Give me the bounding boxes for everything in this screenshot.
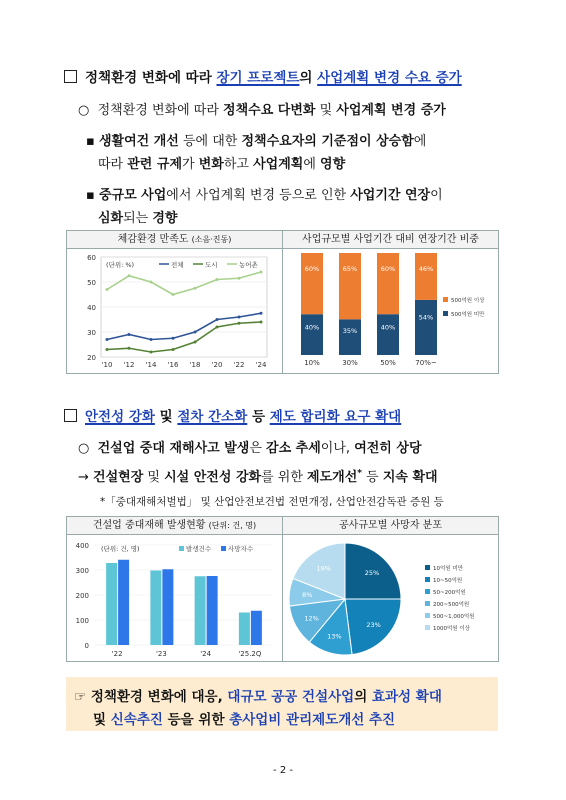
y-tick-label: 40 xyxy=(87,304,96,312)
x-tick-label: '12 xyxy=(123,361,135,369)
data-point xyxy=(106,338,109,341)
square-bullet-icon: ▪ xyxy=(86,188,95,203)
bar-발생건수 xyxy=(106,563,117,645)
figure1-left-title: 체감환경 만족도 (소음·진동) xyxy=(67,231,283,248)
data-point xyxy=(172,293,175,296)
x-tick-label: 10% xyxy=(304,359,320,367)
data-point xyxy=(216,318,219,321)
x-tick-label: '22 xyxy=(233,361,245,369)
x-tick-label: 30% xyxy=(342,359,358,367)
legend-swatch xyxy=(443,297,448,302)
bar-발생건수 xyxy=(150,571,161,646)
satisfaction-line-chart xyxy=(67,249,282,373)
figure2-panel xyxy=(66,516,499,662)
section2-circle-line: ○ 건설업 중대 재해사고 발생은 감소 추세이나, 여전히 상당 xyxy=(78,441,422,456)
circle-bullet-icon: ○ xyxy=(78,103,90,118)
bar-segment xyxy=(339,253,361,319)
y-tick-label: 400 xyxy=(75,542,89,550)
x-tick-label: '18 xyxy=(189,361,201,369)
bar-사망자수 xyxy=(251,611,262,645)
y-tick-label: 60 xyxy=(87,254,96,262)
slice-label: 23% xyxy=(366,621,381,630)
data-point xyxy=(150,281,153,284)
bar-사망자수 xyxy=(118,560,129,645)
x-tick-label: '16 xyxy=(167,361,179,369)
y-tick-label: 200 xyxy=(75,592,89,600)
square-bullet-icon: ▪ xyxy=(86,134,95,149)
section1-bullet1-line2: 따라 관련 규제가 변화하고 사업계획에 영향 xyxy=(98,157,346,172)
legend-swatch xyxy=(179,546,184,551)
bar-segment xyxy=(377,253,399,314)
bar-segment xyxy=(301,314,323,355)
bar-발생건수 xyxy=(239,613,250,646)
bar-사망자수 xyxy=(207,576,218,645)
data-point xyxy=(260,312,263,315)
data-label: 35% xyxy=(342,327,358,336)
data-label: 46% xyxy=(418,265,434,273)
fatality-pie-chart xyxy=(283,535,498,661)
y-tick-label: 0 xyxy=(84,642,89,650)
section1-heading: 정책환경 변화에 따라 장기 프로젝트의 사업계획 변경 수요 증가 xyxy=(64,66,462,86)
figure1-right-title: 사업규모별 사업기간 대비 연장기간 비중 xyxy=(283,231,498,248)
extension-stacked-bar-chart xyxy=(283,249,498,373)
legend-label: 500억원 미만 xyxy=(451,312,485,318)
section2-arrow-line: → 건설현장 및 시설 안전성 강화를 위한 제도개선* 등 지속 확대 xyxy=(78,468,438,485)
circle-bullet-icon: ○ xyxy=(78,441,90,456)
x-tick-label: '25.2Q xyxy=(238,650,262,658)
slice-label: 8% xyxy=(302,591,313,600)
data-label: 40% xyxy=(304,323,320,332)
slice-label: 19% xyxy=(316,564,331,573)
unit-label: (단위: 건, 명) xyxy=(101,545,140,553)
legend-swatch xyxy=(425,565,430,570)
legend-swatch xyxy=(443,311,448,316)
pointing-hand-icon: ☞ xyxy=(74,689,87,705)
legend-label: 500억원 이상 xyxy=(451,298,485,304)
slice-label: 12% xyxy=(304,614,319,623)
legend-swatch xyxy=(425,601,430,606)
x-tick-label: '10 xyxy=(101,361,113,369)
data-point xyxy=(172,348,175,351)
data-label: 54% xyxy=(418,313,434,322)
data-point xyxy=(194,331,197,334)
y-tick-label: 50 xyxy=(87,279,96,287)
slice-label: 25% xyxy=(364,569,380,578)
data-point xyxy=(128,347,131,350)
x-tick-label: '20 xyxy=(211,361,223,369)
data-point xyxy=(238,277,241,280)
data-point xyxy=(260,271,263,274)
bar-사망자수 xyxy=(162,569,173,645)
y-tick-label: 30 xyxy=(87,329,96,337)
bar-발생건수 xyxy=(195,576,206,645)
x-tick-label: '22 xyxy=(111,650,123,658)
x-tick-label: 50% xyxy=(380,359,396,367)
y-tick-label: 100 xyxy=(75,617,89,625)
x-tick-label: 70%~ xyxy=(415,359,437,367)
data-point xyxy=(260,321,263,324)
x-tick-label: '14 xyxy=(145,361,157,369)
y-tick-label: 300 xyxy=(75,567,89,575)
data-point xyxy=(216,278,219,281)
legend-label: 500~1,000억원 xyxy=(433,614,475,620)
figure2-left-title: 건설업 중대재해 발생현황 (단위: 건, 명) xyxy=(67,517,283,534)
callout-line2: 및 신속추진 등을 위한 총사업비 관리제도개선 추진 xyxy=(93,712,396,728)
bar-segment xyxy=(339,319,361,355)
legend-label: 전체 xyxy=(171,261,184,269)
y-tick-label: 20 xyxy=(87,354,96,362)
legend-label: 1000억원 이상 xyxy=(433,626,470,632)
data-label: 60% xyxy=(304,265,320,273)
legend-swatch xyxy=(221,546,226,551)
figure1-panel xyxy=(66,230,499,374)
data-point xyxy=(238,316,241,319)
data-label: 40% xyxy=(380,323,396,332)
data-label: 65% xyxy=(342,265,358,273)
bar-segment xyxy=(377,314,399,355)
data-point xyxy=(128,274,131,277)
data-point xyxy=(150,351,153,354)
x-tick-label: '23 xyxy=(155,650,167,658)
callout-line1: ☞ 정책환경 변화에 대응, 대규모 공공 건설사업의 효과성 확대 xyxy=(74,689,442,705)
data-point xyxy=(216,326,219,329)
data-point xyxy=(106,348,109,351)
figure2-right-title: 공사규모별 사망자 분포 xyxy=(283,517,498,534)
legend-label: 도시 xyxy=(205,261,218,269)
right-arrow-icon: → xyxy=(78,470,89,485)
section1-bullet2-line1: ▪ 중규모 사업에서 사업계획 변경 등으로 인한 사업기간 연장이 xyxy=(86,188,443,203)
section1-circle-line: ○ 정책환경 변화에 따라 정책수요 다변화 및 사업계획 변경 증가 xyxy=(78,103,446,118)
data-point xyxy=(194,287,197,290)
data-point xyxy=(238,322,241,325)
unit-label: (단위: %) xyxy=(106,261,135,269)
legend-label: 10억원 미만 xyxy=(433,566,463,572)
checkbox-square-icon xyxy=(64,409,77,422)
legend-label: 10~50억원 xyxy=(433,578,463,584)
data-point xyxy=(106,288,109,291)
data-point xyxy=(150,338,153,341)
bar-segment xyxy=(415,300,437,355)
slice-label: 13% xyxy=(327,632,342,641)
legend-label: 200~500억원 xyxy=(433,602,470,608)
conclusion-callout xyxy=(66,677,498,731)
data-point xyxy=(128,333,131,336)
section1-bullet2-line2: 심화되는 경향 xyxy=(98,211,178,226)
data-label: 60% xyxy=(380,265,396,273)
legend-label: 발생건수 xyxy=(186,545,212,553)
legend-label: 사망자수 xyxy=(228,545,254,553)
checkbox-square-icon xyxy=(64,70,77,83)
section2-footnote: *「중대재해처벌법」 및 산업안전보건법 전면개정, 산업안전감독관 증원 등 xyxy=(100,496,444,508)
legend-label: 50~200억원 xyxy=(433,590,466,596)
x-tick-label: '24 xyxy=(200,650,212,658)
x-tick-label: '24 xyxy=(255,361,267,369)
legend-label: 농어촌 xyxy=(239,261,258,269)
bar-segment xyxy=(301,253,323,314)
legend-swatch xyxy=(425,613,430,618)
section1-bullet1-line1: ▪ 생활여건 개선 등에 대한 정책수요자의 기준점이 상승함에 xyxy=(86,134,427,149)
legend-swatch xyxy=(425,625,430,630)
page-number: - 2 - xyxy=(273,765,293,776)
legend-swatch xyxy=(425,577,430,582)
accident-bar-chart xyxy=(67,535,282,661)
section2-heading: 안전성 강화 및 절차 간소화 등 제도 합리화 요구 확대 xyxy=(64,405,401,425)
data-point xyxy=(172,337,175,340)
bar-segment xyxy=(415,253,437,300)
legend-swatch xyxy=(425,589,430,594)
data-point xyxy=(194,341,197,344)
